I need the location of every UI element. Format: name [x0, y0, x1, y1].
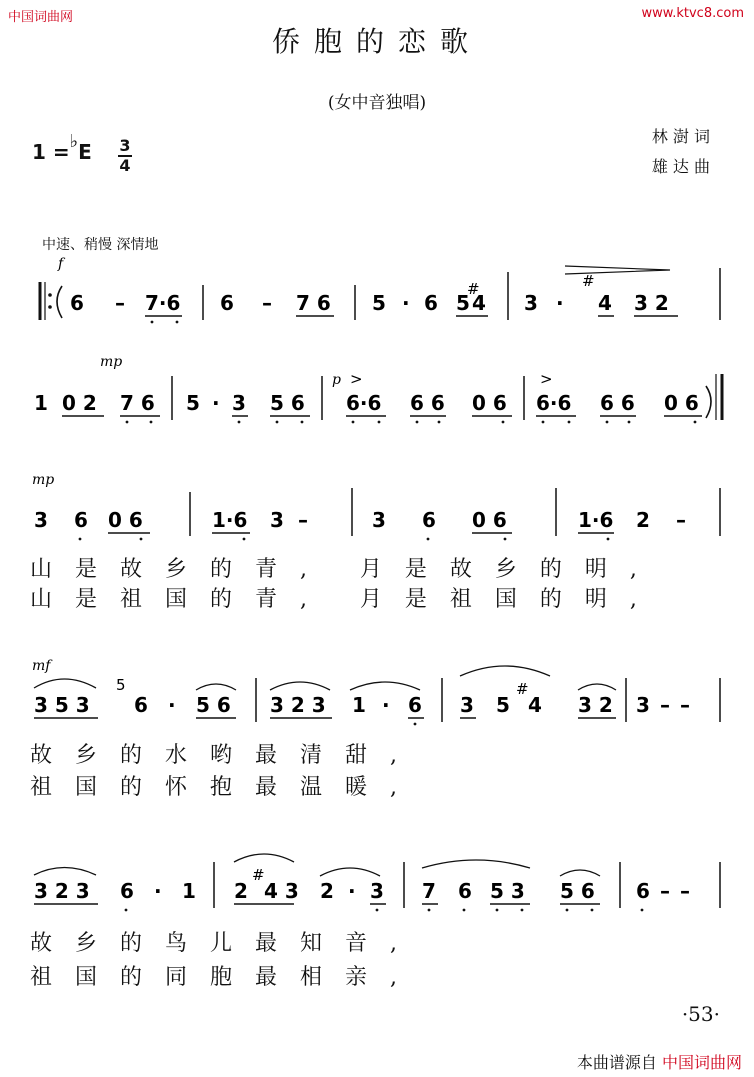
- note: 6: [74, 508, 88, 532]
- note: 4 3: [264, 879, 299, 903]
- note: 3: [370, 879, 384, 903]
- time-bottom: 4: [119, 156, 131, 175]
- note: 4: [472, 291, 486, 315]
- note: 3 2: [578, 693, 613, 717]
- note: 4: [528, 693, 542, 717]
- note: 6: [220, 291, 234, 315]
- octave-dot: [243, 538, 246, 541]
- note: 1: [182, 879, 196, 903]
- note: 3: [270, 508, 284, 532]
- dash: –: [676, 508, 686, 532]
- lyrics-line: 故 乡 的 水 哟 最 清 甜 ,: [30, 743, 405, 768]
- note: 3: [372, 508, 386, 532]
- grace-note: 5: [116, 676, 126, 694]
- octave-dot: [463, 909, 466, 912]
- octave-dot: [694, 421, 697, 424]
- octave-dot: [438, 421, 441, 424]
- song-subtitle: (女中音独唱): [327, 93, 427, 113]
- slur: [34, 868, 96, 876]
- note: 5: [372, 291, 386, 315]
- lyrics-line: 故 乡 的 鸟 儿 最 知 音 ,: [30, 931, 405, 956]
- note: 6: [120, 879, 134, 903]
- note: 5: [456, 291, 470, 315]
- source-note: [577, 1050, 742, 1073]
- note: 7: [422, 879, 436, 903]
- octave-dot: [591, 909, 594, 912]
- note: 0 6: [472, 391, 507, 415]
- lyrics-line: 祖 国 的 怀 抱 最 温 暖 ,: [30, 775, 405, 800]
- octave-dot: [376, 909, 379, 912]
- dynamic-f: f: [58, 256, 64, 272]
- octave-dot: [126, 421, 129, 424]
- note: 5 3: [490, 879, 525, 903]
- watermark-right: www.ktvc8.com: [641, 6, 744, 21]
- note: 6: [134, 693, 148, 717]
- note: 5: [496, 693, 510, 717]
- note: 1: [34, 391, 48, 415]
- note: 6: [636, 879, 650, 903]
- slur: [560, 870, 600, 876]
- note: 3: [232, 391, 246, 415]
- sharp-sign: #: [467, 280, 480, 298]
- note: 7 6: [120, 391, 155, 415]
- note: 6·6: [536, 391, 572, 415]
- note: 6: [458, 879, 472, 903]
- sharp-sign: #: [252, 866, 265, 884]
- dash: –: [680, 693, 690, 717]
- slur: [350, 682, 420, 690]
- note: 5 6: [196, 693, 231, 717]
- watermark-left: 中国词曲网: [8, 10, 74, 25]
- octave-dot: [416, 421, 419, 424]
- dot-extension: ·: [154, 879, 162, 903]
- octave-dot: [140, 538, 143, 541]
- slur: [196, 684, 236, 690]
- octave-dot: [428, 909, 431, 912]
- note: 0 6: [472, 508, 507, 532]
- lyrics-line: 山 是 祖 国 的 青 , 月 是 祖 国 的 明 ,: [30, 587, 645, 612]
- dash: –: [262, 291, 272, 315]
- note: 1·6: [578, 508, 614, 532]
- tempo-marking: 中速、稍慢 深情地: [42, 237, 159, 253]
- note: 2: [320, 879, 334, 903]
- note: 3 2 3: [34, 879, 90, 903]
- note: 3 2: [634, 291, 669, 315]
- note: 6: [424, 291, 438, 315]
- system-2: [34, 354, 722, 423]
- note: 6 6: [600, 391, 635, 415]
- note: 5 6: [270, 391, 305, 415]
- dot-extension: ·: [212, 391, 220, 415]
- note: 0 6: [108, 508, 143, 532]
- octave-dot: [176, 321, 179, 324]
- note: 6 6: [410, 391, 445, 415]
- octave-dot: [301, 421, 304, 424]
- dash: –: [298, 508, 308, 532]
- note: 3 5 3: [34, 693, 90, 717]
- note: 3: [636, 693, 650, 717]
- flat-symbol: ♭: [69, 131, 79, 152]
- key-note: E: [78, 140, 92, 164]
- note: 6·6: [346, 391, 382, 415]
- note: 3: [34, 508, 48, 532]
- octave-dot: [276, 421, 279, 424]
- octave-dot: [151, 321, 154, 324]
- accent-mark: >: [540, 370, 553, 388]
- dash: –: [660, 879, 670, 903]
- paren-open: [57, 286, 62, 318]
- dynamic-mf: mf: [32, 658, 51, 674]
- octave-dot: [566, 909, 569, 912]
- note: 4: [598, 291, 612, 315]
- octave-dot: [607, 538, 610, 541]
- octave-dot: [641, 909, 644, 912]
- dot-extension: ·: [348, 879, 356, 903]
- octave-dot: [542, 421, 545, 424]
- slur: [270, 682, 330, 690]
- octave-dot: [568, 421, 571, 424]
- system-1: [40, 256, 720, 323]
- note: 3: [460, 693, 474, 717]
- note: 3 2 3: [270, 693, 326, 717]
- dot-extension: ·: [168, 693, 176, 717]
- octave-dot: [79, 538, 82, 541]
- system-4: [32, 658, 720, 725]
- note: 1·6: [212, 508, 248, 532]
- decrescendo: [565, 266, 670, 274]
- note: 5 6: [560, 879, 595, 903]
- octave-dot: [521, 909, 524, 912]
- octave-dot: [238, 421, 241, 424]
- paren-close: [706, 386, 711, 418]
- octave-dot: [502, 421, 505, 424]
- page-number: ·53·: [681, 1002, 720, 1026]
- lyrics-line: 山 是 故 乡 的 青 , 月 是 故 乡 的 明 ,: [30, 557, 645, 582]
- note: 0 6: [664, 391, 699, 415]
- song-title: 侨胞的恋歌: [271, 25, 482, 58]
- note: 6: [422, 508, 436, 532]
- octave-dot: [496, 909, 499, 912]
- octave-dot: [628, 421, 631, 424]
- slur: [460, 666, 550, 676]
- note: 6: [70, 291, 84, 315]
- source-site-link[interactable]: 中国词曲网: [661, 1053, 742, 1072]
- composer-credit: 雄 达 曲: [651, 157, 710, 176]
- note: 3: [524, 291, 538, 315]
- sharp-sign: #: [582, 272, 595, 290]
- repeat-dot: [48, 305, 52, 309]
- octave-dot: [606, 421, 609, 424]
- octave-dot: [504, 538, 507, 541]
- note: 7 6: [296, 291, 331, 315]
- note: 6: [408, 693, 422, 717]
- octave-dot: [125, 909, 128, 912]
- key-prefix: 1 =: [32, 140, 70, 164]
- note: 2: [636, 508, 650, 532]
- note: 2: [234, 879, 248, 903]
- slur: [422, 860, 530, 868]
- note: 1: [352, 693, 366, 717]
- dash: –: [115, 291, 125, 315]
- dynamic-p: p: [332, 372, 341, 388]
- system-3: [32, 472, 720, 540]
- system-5: [34, 854, 720, 911]
- note: 7·6: [145, 291, 181, 315]
- dash: –: [680, 879, 690, 903]
- dot-extension: ·: [402, 291, 410, 315]
- slur: [34, 679, 96, 688]
- lyrics-line: 祖 国 的 同 胞 最 相 亲 ,: [30, 965, 405, 990]
- slur: [234, 854, 294, 862]
- sharp-sign: #: [516, 680, 529, 698]
- octave-dot: [352, 421, 355, 424]
- source-prefix: 本曲谱源自: [576, 1053, 657, 1072]
- octave-dot: [378, 421, 381, 424]
- octave-dot: [414, 723, 417, 726]
- time-top: 3: [119, 136, 131, 155]
- repeat-dot: [48, 293, 52, 297]
- slur: [578, 684, 616, 690]
- lyricist-credit: 林 澍 词: [651, 127, 710, 146]
- octave-dot: [427, 538, 430, 541]
- note: 0 2: [62, 391, 97, 415]
- accent-mark: >: [350, 370, 363, 388]
- dot-extension: ·: [382, 693, 390, 717]
- slur: [320, 868, 380, 876]
- octave-dot: [150, 421, 153, 424]
- dynamic-mp: mp: [100, 354, 123, 370]
- dot-extension: ·: [556, 291, 564, 315]
- note: 5: [186, 391, 200, 415]
- dash: –: [660, 693, 670, 717]
- dynamic-mp: mp: [32, 472, 55, 488]
